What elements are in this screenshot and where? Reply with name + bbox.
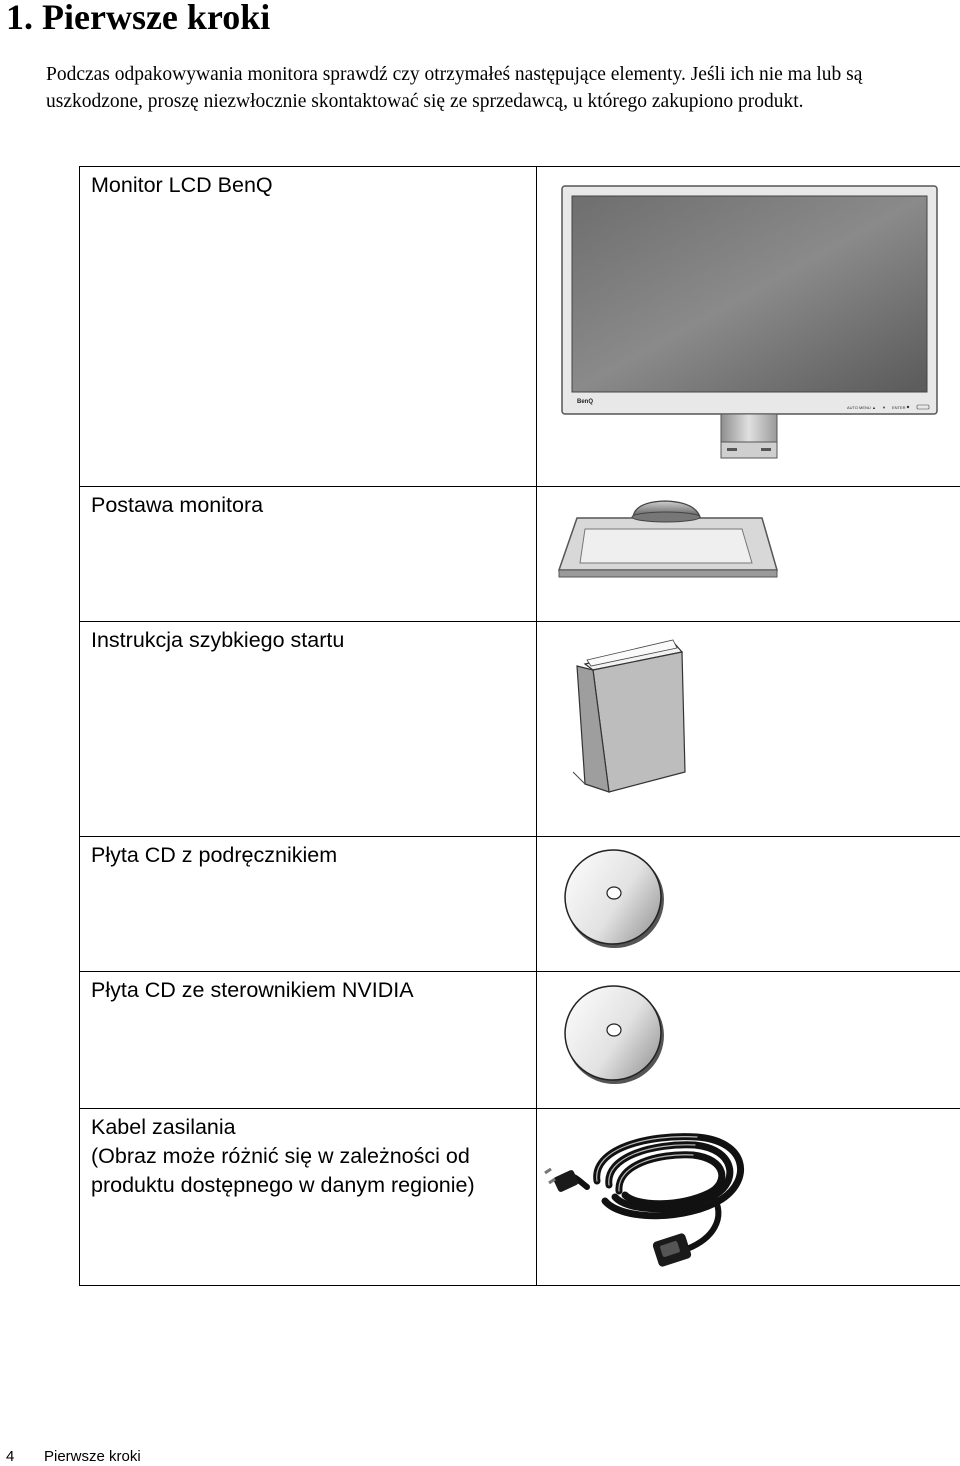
item-label: Kabel zasilania (Obraz może różnić się w zależności od produktu dostępnego w danym regionie) [80,1109,537,1286]
item-picture [537,837,960,972]
table-row [80,1109,960,1286]
monitor-button-label: ▼ [882,405,886,410]
table-row [80,972,960,1109]
table-row [80,622,960,837]
item-picture [537,622,960,837]
item-picture [537,1109,960,1286]
item-picture [537,487,960,622]
monitor-button-label: ENTER [892,405,906,410]
item-picture [537,972,960,1109]
package-contents-table [79,166,960,1286]
monitor-icon [537,167,960,487]
monitor-brand-logo: BenQ [577,399,594,405]
page-number: 4 [6,1448,15,1465]
booklet-icon [537,622,960,837]
page-footer [6,1448,141,1466]
monitor-button-label: AUTO [847,405,859,410]
item-label: Płyta CD ze sterownikiem NVIDIA [80,972,537,1109]
monitor-button-label: ▲ [872,405,876,410]
table-row [80,837,960,972]
item-label: Instrukcja szybkiego startu [80,622,537,837]
table-row [80,167,960,487]
stand-base-icon [537,487,960,622]
item-label: Monitor LCD BenQ [80,167,537,487]
power-cable-icon [537,1109,960,1286]
item-picture [537,167,960,487]
intro-paragraph: Podczas odpakowywania monitora sprawdź czy otrzymałeś następujące elementy. Jeśli ich nie ma lub są uszkodzone, proszę niezwłocznie skontaktować się ze sprzedawcą, u którego zakupiono produkt. [46,64,863,112]
item-label: Postawa monitora [80,487,537,622]
monitor-button-label: MENU [859,405,871,410]
table-row [80,487,960,622]
cd-disc-icon [537,837,960,972]
page-title: 1. Pierwsze kroki [6,0,271,37]
footer-section-title: Pierwsze kroki [44,1448,141,1465]
item-label: Płyta CD z podręcznikiem [80,837,537,972]
cd-disc-icon [537,972,960,1109]
